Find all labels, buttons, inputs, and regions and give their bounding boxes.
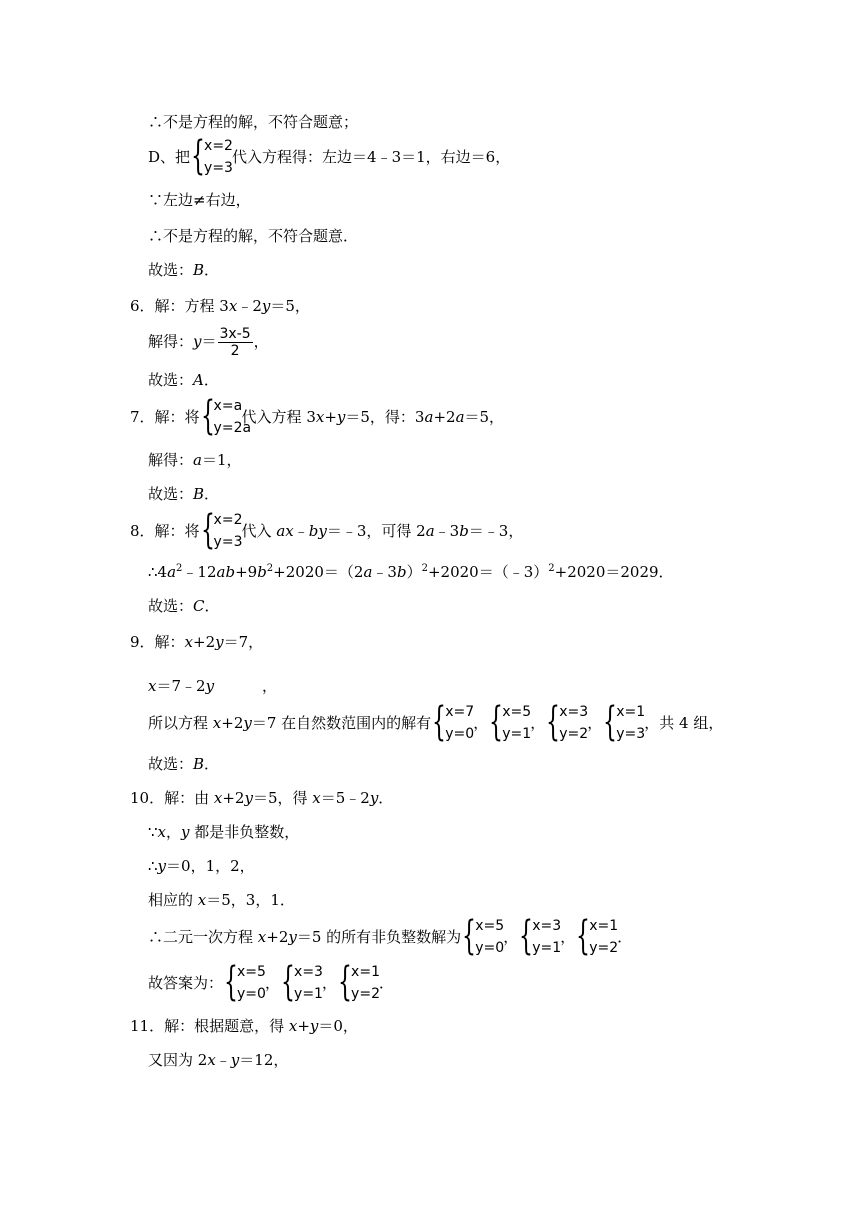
q9-line-2: x＝7﹣2y ， <box>148 677 278 695</box>
line-not-solution-2: ∴不是方程的解，不符合题意． <box>148 227 359 245</box>
q7-line-1: 7．解：将 { x=a y=2a 代入方程 3x+y＝5，得：3a+2a＝5， <box>130 393 505 439</box>
q11-line-2: 又因为 2x﹣y＝12， <box>148 1051 289 1069</box>
q8-line-1: 8．解：将 { x=2 y=3 代入 ax﹣by＝﹣3，可得 2a﹣3b＝﹣3， <box>130 507 524 553</box>
equation-system: { x=3 y=1 <box>281 959 323 1005</box>
q9-line-3: 所以方程 x+2y＝7 在自然数范围内的解有 { x=7 y=0 ， { x=5 y=1 ， { x=3 y=2 ， { x=1 y=3 ，共 4 组， <box>148 699 724 745</box>
q11-line-1: 11．解：根据题意，得 x+y＝0， <box>130 1017 358 1035</box>
q9-answer: 故选：B． <box>148 755 220 773</box>
q8-answer: 故选：C． <box>148 597 220 615</box>
equation-system: { x=5 y=0 <box>224 959 266 1005</box>
q9-line-1: 9．解：x+2y＝7， <box>130 633 264 651</box>
fraction: $\frac{3x-5}{2}$ <box>219 326 251 359</box>
line-not-solution-1: ∴不是方程的解，不符合题意； <box>148 113 359 131</box>
q8-line-2: $\therefore 4a^2﹣12ab+9b^2+2020=(2a﹣3b)^2+2020=(﹣3)^2+2020=2029$． <box>148 563 674 581</box>
line-answer-5: 故选：B． <box>148 261 220 279</box>
q10-line-5: ∴二元一次方程 x+2y＝5 的所有非负整数解为 { x=5 y=0 ， { x=3 y=1 ， { x=1 y=2 ． <box>148 913 633 959</box>
q10-line-4: 相应的 x＝5，3，1． <box>148 891 295 909</box>
equation-system: { x=1 y=2 <box>576 913 619 959</box>
q7-answer: 故选：B． <box>148 485 220 503</box>
equation-system: { x=7 y=0 <box>432 699 475 745</box>
q10-line-3: ∴y＝0，1，2， <box>148 857 255 875</box>
q6-line-2: 解得：y＝ $\frac{3x-5}{2}$ ， <box>148 326 269 359</box>
q6-line-1: 6．解：方程 3x﹣2y＝5， <box>130 297 310 315</box>
equation-system: { x=3 y=1 <box>519 913 562 959</box>
equation-system: { x=5 y=0 <box>462 913 505 959</box>
equation-system: { x=2 y=3 <box>191 133 233 179</box>
equation-system: { x=a y=2a <box>200 393 252 439</box>
q10-line-6: 故答案为： { x=5 y=0 ， { x=3 y=1 ， { x=1 y=2 ． <box>148 959 395 1005</box>
equation-system: { x=2 y=3 <box>200 507 243 553</box>
line-option-d: D、把 { x=2 y=3 代入方程得：左边＝4﹣3＝1，右边＝6， <box>148 133 511 179</box>
q10-line-2: ∵x，y 都是非负整数， <box>148 823 300 841</box>
q7-line-2: 解得：a＝1， <box>148 451 242 469</box>
equation-system: { x=5 y=1 <box>489 699 532 745</box>
equation-system: { x=1 y=3 <box>603 699 646 745</box>
equation-system: { x=3 y=2 <box>546 699 589 745</box>
q6-answer: 故选：A． <box>148 371 219 389</box>
equation-system: { x=1 y=2 <box>338 959 380 1005</box>
q10-line-1: 10．解：由 x+2y＝5，得 x＝5﹣2y． <box>130 789 394 807</box>
line-because: ∵左边≠右边， <box>148 191 251 209</box>
